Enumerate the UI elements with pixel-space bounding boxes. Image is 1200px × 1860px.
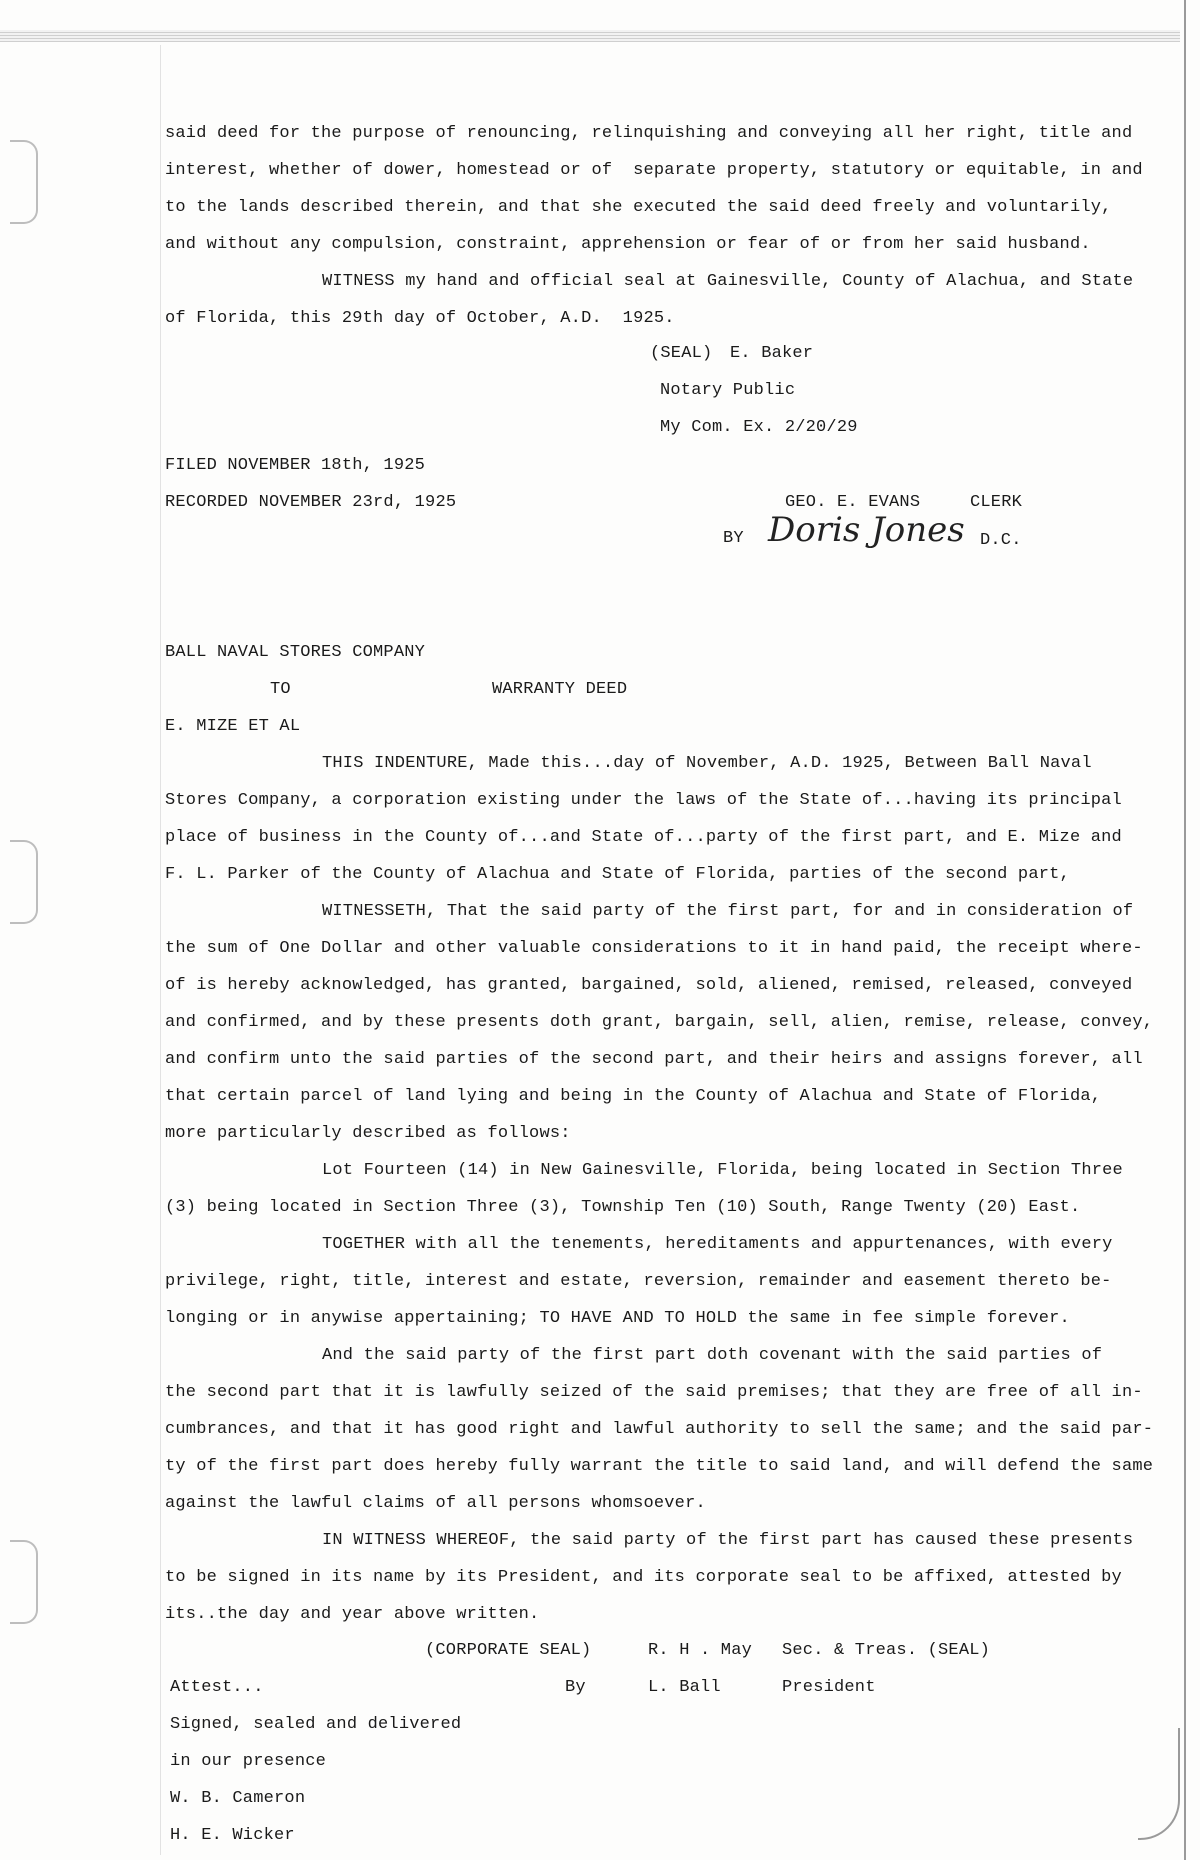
witness-line: in our presence: [170, 1752, 327, 1771]
notary-line: and without any compulsion, constraint, apprehension or fear of or from her said husband.: [165, 235, 1091, 254]
deputy-clerk-signature: Doris Jones: [768, 510, 965, 550]
notary-line: said deed for the purpose of renouncing, relinquishing and conveying all her right, title and: [165, 124, 1133, 143]
to-label: TO: [270, 680, 291, 699]
clerk-title: CLERK: [970, 493, 1023, 512]
filed-date: FILED NOVEMBER 18th, 1925: [165, 456, 426, 475]
deed-line: and confirm unto the said parties of the second part, and their heirs and assigns forever, all: [165, 1050, 1143, 1069]
deed-line: more particularly described as follows:: [165, 1124, 571, 1143]
president-title: President: [782, 1678, 876, 1697]
secretary-name: R. H . May: [648, 1641, 753, 1660]
deed-line: and confirmed, and by these presents doth grant, bargain, sell, alien, remise, release, convey,: [165, 1013, 1154, 1032]
corporate-seal-label: (CORPORATE SEAL): [425, 1641, 592, 1660]
scan-top-band: [0, 30, 1180, 42]
by-signature-label: By: [565, 1678, 586, 1697]
witness-line: Signed, sealed and delivered: [170, 1715, 462, 1734]
witness-line: H. E. Wicker: [170, 1826, 295, 1845]
deputy-suffix: D.C.: [980, 531, 1022, 550]
deed-line: cumbrances, and that it has good right and lawful authority to sell the same; and the said par-: [165, 1420, 1154, 1439]
deed-line: of is hereby acknowledged, has granted, bargained, sold, aliened, remised, released, conveyed: [165, 976, 1133, 995]
notary-line: WITNESS my hand and official seal at Gainesville, County of Alachua, and State: [322, 272, 1134, 291]
deed-line: privilege, right, title, interest and estate, reversion, remainder and easement thereto be-: [165, 1272, 1112, 1291]
binder-hole: [10, 1540, 38, 1624]
deed-line: THIS INDENTURE, Made this...day of November, A.D. 1925, Between Ball Naval: [322, 754, 1092, 773]
margin-rule: [160, 45, 161, 1855]
attest-label: Attest...: [170, 1678, 264, 1697]
page-right-edge: [1184, 0, 1186, 1860]
witness-line: W. B. Cameron: [170, 1789, 306, 1808]
deed-line: IN WITNESS WHEREOF, the said party of the first part has caused these presents: [322, 1531, 1134, 1550]
deed-line: ty of the first part does hereby fully warrant the title to said land, and will defend the same: [165, 1457, 1154, 1476]
clerk-name: GEO. E. EVANS: [785, 493, 921, 512]
deed-line: Lot Fourteen (14) in New Gainesville, Florida, being located in Section Three: [322, 1161, 1123, 1180]
deed-line: TOGETHER with all the tenements, hereditaments and appurtenances, with every: [322, 1235, 1113, 1254]
grantee-heading: E. MIZE ET AL: [165, 717, 301, 736]
deed-line: to be signed in its name by its President, and its corporate seal to be affixed, attested by: [165, 1568, 1122, 1587]
notary-line: interest, whether of dower, homestead or of separate property, statutory or equitable, in and: [165, 161, 1143, 180]
deed-line: its..the day and year above written.: [165, 1605, 540, 1624]
deed-line: longing or in anywise appertaining; TO HAVE AND TO HOLD the same in fee simple forever.: [165, 1309, 1070, 1328]
binder-hole: [10, 140, 38, 224]
deed-line: And the said party of the first part doth covenant with the said parties of: [322, 1346, 1103, 1365]
deed-line: the second part that it is lawfully seized of the said premises; that they are free of all in-: [165, 1383, 1143, 1402]
deed-line: that certain parcel of land lying and being in the County of Alachua and State of Florida,: [165, 1087, 1102, 1106]
notary-seal-label: (SEAL): [650, 344, 713, 363]
recorded-date: RECORDED NOVEMBER 23rd, 1925: [165, 493, 457, 512]
deed-line: place of business in the County of...and State of...party of the first part, and E. Mize and: [165, 828, 1122, 847]
deed-line: Stores Company, a corporation existing under the laws of the State of...having its principal: [165, 791, 1122, 810]
notary-line: to the lands described therein, and that she executed the said deed freely and voluntarily,: [165, 198, 1112, 217]
binder-hole: [10, 840, 38, 924]
notary-commission: My Com. Ex. 2/20/29: [660, 418, 858, 437]
secretary-title: Sec. & Treas. (SEAL): [782, 1641, 991, 1660]
president-name: L. Ball: [648, 1678, 721, 1697]
notary-line: of Florida, this 29th day of October, A.D. 1925.: [165, 309, 675, 328]
grantor-heading: BALL NAVAL STORES COMPANY: [165, 643, 426, 662]
by-label: BY: [723, 529, 744, 548]
notary-name: E. Baker: [730, 344, 814, 363]
deed-line: WITNESSETH, That the said party of the first part, for and in consideration of: [322, 902, 1134, 921]
notary-title: Notary Public: [660, 381, 796, 400]
page-curl: [1138, 1728, 1180, 1840]
document-type: WARRANTY DEED: [492, 680, 628, 699]
deed-line: (3) being located in Section Three (3), Township Ten (10) South, Range Twenty (20) East.: [165, 1198, 1081, 1217]
deed-line: F. L. Parker of the County of Alachua and State of Florida, parties of the second part,: [165, 865, 1070, 884]
deed-line: against the lawful claims of all persons whomsoever.: [165, 1494, 706, 1513]
deed-line: the sum of One Dollar and other valuable considerations to it in hand paid, the receipt where-: [165, 939, 1143, 958]
